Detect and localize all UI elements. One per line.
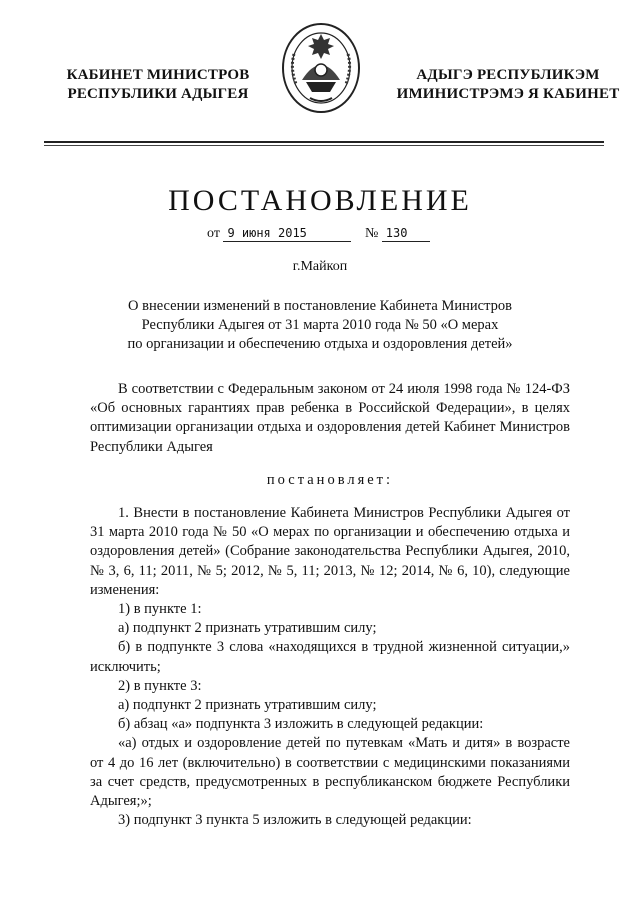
document-title <box>120 297 520 354</box>
body-paragraph: 3) подпункт 3 пункта 5 изложить в следующей редакции: <box>118 812 472 829</box>
title-line: Республики Адыгея от 31 марта 2010 года № 50 «О мерах <box>141 317 499 333</box>
body-paragraph: 2) в пункте 3: <box>118 677 202 694</box>
document-city: г.Майкоп <box>292 259 348 274</box>
body-paragraph: б) в подпункте 3 слова «находящихся в трудной жизненной ситуации,» исключить; <box>90 639 570 675</box>
title-line: О внесении изменений в постановление Кабинета Министров <box>128 298 512 314</box>
document-type: ПОСТАНОВЛЕНИЕ <box>168 184 472 217</box>
title-line: по организации и обеспечению отдыха и оздоровления детей» <box>127 336 513 352</box>
document-body <box>90 380 570 830</box>
body-paragraph: 1. Внести в постановление Кабинета Министров Республики Адыгея от 31 марта 2010 года № 50 «О мерах по организации и обеспечению отдыха и оздоровления детей» (Собрание законодательства Республики Адыгея, 2010, № 3, 6, 11; 2011, № 5; 2012, № 5, 11; 2013, № 12; 2014, № 6, 10), следующие изменения: <box>90 505 570 598</box>
document-date: 9 июня 2015 <box>223 226 351 242</box>
body-paragraph: б) абзац «а» подпункта 3 изложить в следующей редакции: <box>118 716 484 733</box>
resolves-word: постановляет: <box>266 471 394 488</box>
date-number-line <box>207 226 430 242</box>
date-prefix: от <box>207 226 220 241</box>
header-divider-thick <box>44 141 604 143</box>
body-paragraph: 1) в пункте 1: <box>118 601 202 618</box>
header-divider-thin <box>44 145 604 146</box>
header-left-line1: КАБИНЕТ МИНИСТРОВ <box>66 67 250 83</box>
body-paragraph: а) подпункт 2 признать утратившим силу; <box>118 697 377 714</box>
preamble-paragraph: В соответствии с Федеральным законом от 24 июля 1998 года № 124-ФЗ «Об основных гарантиях прав ребенка в Российской Федерации», в целях оптимизации организации отдыха и оздоровления детей Кабинет Министров Республики Адыгея <box>90 381 570 455</box>
header-left-authority <box>58 66 258 104</box>
body-paragraph: а) подпункт 2 признать утратившим силу; <box>118 620 377 637</box>
body-paragraph: «а) отдых и оздоровление детей по путевкам «Мать и дитя» в возрасте от 4 до 16 лет (включительно) в соответствии с медицинскими показаниями за счет средств, предусмотренных в республиканском бюджете Республики Адыгея;»; <box>90 735 570 810</box>
header-right-authority <box>388 66 628 104</box>
header-right-line1: АДЫГЭ РЕСПУБЛИКЭМ <box>416 67 600 83</box>
header-right-line2: ИМИНИСТРЭМЭ Я КАБИНЕТ <box>396 86 620 102</box>
header-left-line2: РЕСПУБЛИКИ АДЫГЕЯ <box>67 86 249 102</box>
coat-of-arms-emblem <box>280 20 362 120</box>
document-number: 130 <box>382 226 430 242</box>
number-prefix: № <box>364 226 379 241</box>
